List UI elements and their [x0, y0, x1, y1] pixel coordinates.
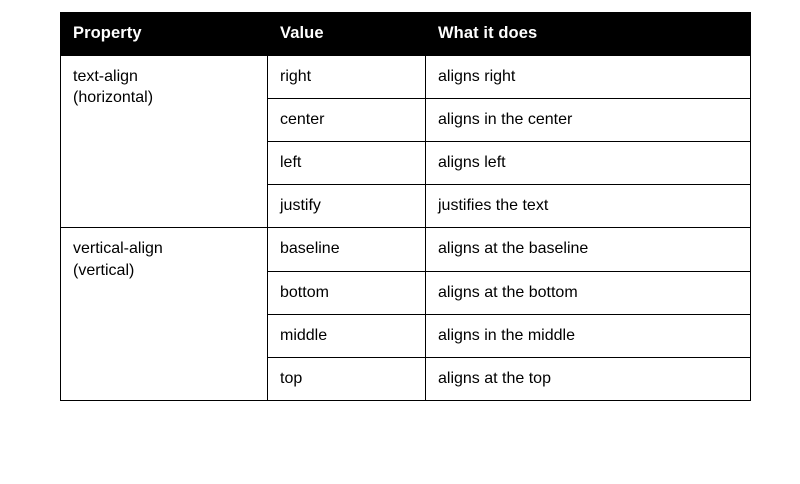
value-cell: justify	[268, 185, 426, 228]
property-qualifier: (horizontal)	[73, 89, 154, 107]
table-row	[61, 228, 751, 271]
table-body	[61, 56, 751, 401]
description-cell: aligns right	[426, 56, 751, 99]
description-cell: aligns in the middle	[426, 314, 751, 357]
description-cell: aligns at the top	[426, 357, 751, 400]
value-cell: baseline	[268, 228, 426, 271]
property-name: text-align	[73, 68, 138, 85]
description-cell: aligns at the bottom	[426, 271, 751, 314]
property-qualifier: (vertical)	[73, 261, 135, 279]
column-header-what-it-does: What it does	[426, 13, 751, 56]
table-header	[61, 13, 751, 56]
property-name: vertical-align	[73, 240, 163, 258]
description-cell: aligns at the baseline	[426, 228, 751, 271]
table-header-row	[61, 13, 751, 56]
css-alignment-properties-table	[60, 12, 751, 401]
table-wrapper	[60, 12, 750, 401]
value-cell: right	[268, 56, 426, 99]
column-header-value: Value	[268, 13, 426, 56]
table-row	[61, 56, 751, 99]
value-cell: middle	[268, 314, 426, 357]
description-cell: aligns in the center	[426, 99, 751, 142]
value-cell: center	[268, 99, 426, 142]
value-cell: bottom	[268, 271, 426, 314]
property-group-vertical-align	[61, 228, 268, 400]
description-cell: aligns left	[426, 142, 751, 185]
property-group-text-align	[61, 56, 268, 228]
column-header-property: Property	[61, 13, 268, 56]
value-cell: top	[268, 357, 426, 400]
value-cell: left	[268, 142, 426, 185]
description-cell: justifies the text	[426, 185, 751, 228]
